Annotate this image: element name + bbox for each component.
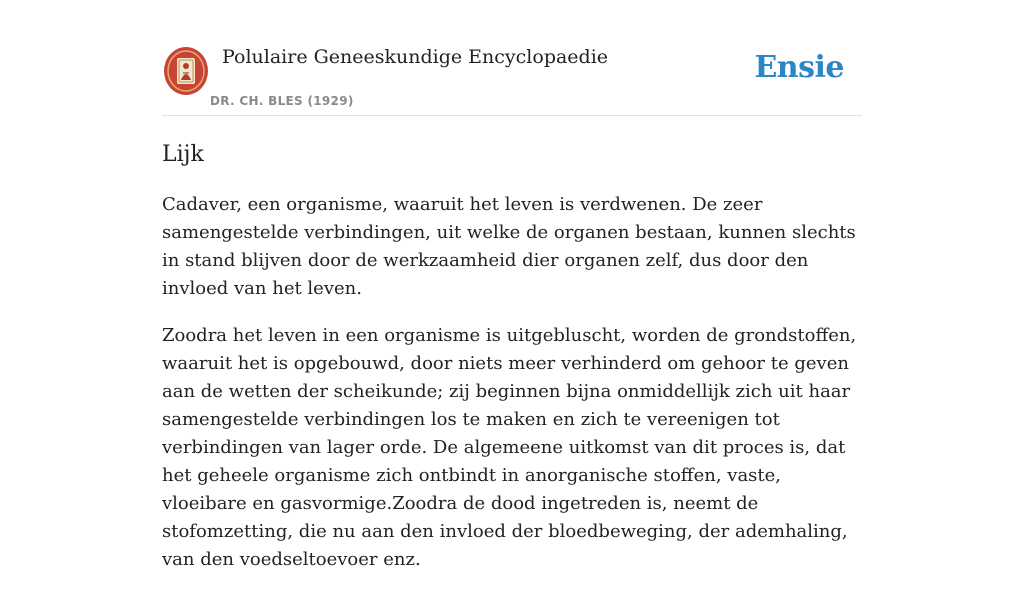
- source-author: DR. CH. BLES (1929): [210, 94, 354, 108]
- source-header: [162, 38, 862, 116]
- article: [162, 138, 862, 593]
- article-paragraph: Zoodra het leven in een organisme is uitgebluscht, worden de grondstoffen, waaruit het is opgebouwd, door niets meer verhinderd om gehoor te geven aan de wetten der scheikunde; zij beginnen bijna onmiddellijk zich uit haar samengestelde verbindingen los te maken en zich te vereenigen tot verbindingen van lager orde. De algemeene uitkomst van dit proces is, dat het geheele organisme zich ontbindt in anorganische stoffen, vaste, vloeibare en gasvormige.Zoodra de dood ingetreden is, neemt de stofomzetting, die nu aan den invloed der bloedbeweging, der ademhaling, van den voedseltoevoer enz.: [162, 325, 857, 570]
- article-paragraph: Cadaver, een organisme, waaruit het leven is verdwenen. De zeer samengestelde verbindingen, uit welke de organen bestaan, kunnen slechts in stand blijven door de werkzaamheid dier organen zelf, dus door den invloed van het leven.: [162, 194, 856, 299]
- ensie-brand-link[interactable]: Ensie: [754, 50, 844, 85]
- article-title: Lijk: [162, 142, 204, 167]
- source-title[interactable]: Polulaire Geneeskundige Encyclopaedie: [222, 46, 609, 68]
- book-cover-emblem-icon[interactable]: [164, 47, 208, 95]
